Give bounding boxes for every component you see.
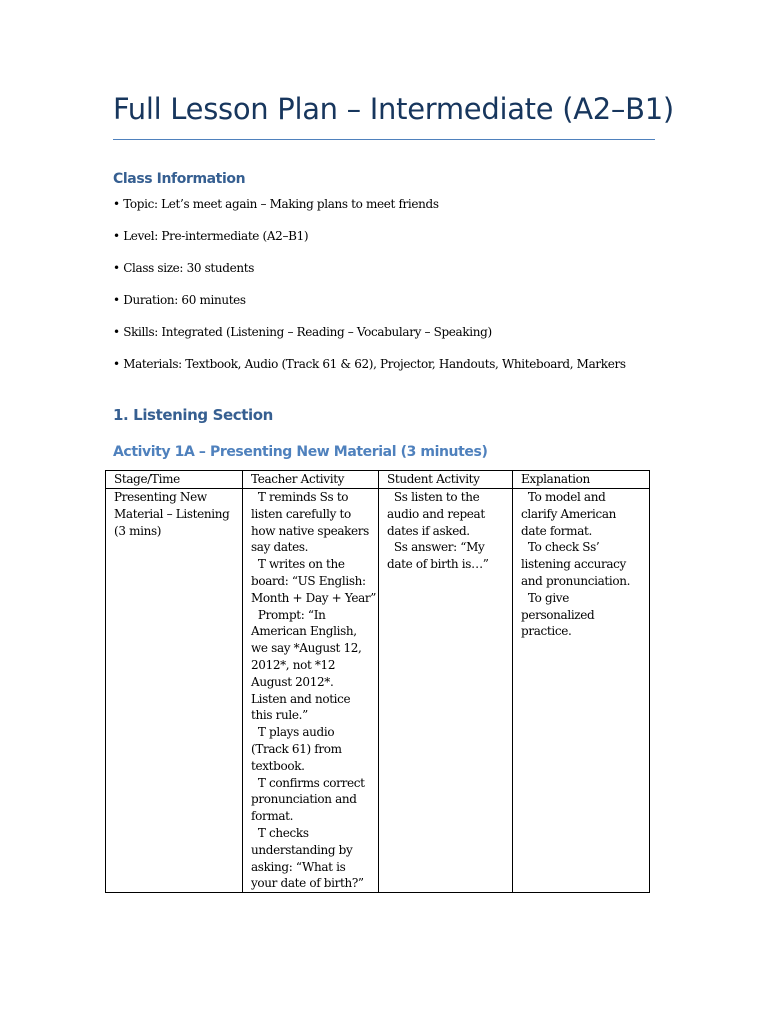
table-row — [106, 489, 650, 893]
cell-text-line: Month + Day + Year” — [251, 590, 377, 605]
cell-text-line: T plays audio — [251, 725, 335, 740]
cell-text-line: clarify American — [521, 506, 617, 521]
cell-text-line: Presenting New — [114, 490, 207, 504]
cell-text-line: pronunciation and — [251, 792, 357, 807]
cell-text-line: (Track 61) from — [251, 741, 342, 756]
cell-teacher-activity — [243, 489, 379, 893]
cell-text-line: American English, — [251, 624, 357, 639]
info-duration: • Duration: 60 minutes — [113, 293, 246, 307]
cell-text-line: listen carefully to — [251, 506, 351, 521]
cell-text-line: practice. — [521, 624, 572, 639]
cell-text-line: and pronunciation. — [521, 573, 631, 588]
cell-text-line: format. — [251, 809, 294, 824]
header-teacher-activity: Teacher Activity — [243, 471, 379, 489]
header-student-activity: Student Activity — [379, 471, 513, 489]
cell-text-line: Ss listen to the — [387, 490, 480, 504]
cell-text-line: textbook. — [251, 758, 305, 773]
cell-stage-time — [106, 489, 243, 893]
cell-text-line: we say *August 12, — [251, 641, 362, 656]
class-information-heading: Class Information — [113, 171, 246, 187]
cell-text-line: August 2012*. — [251, 674, 334, 689]
cell-text-line: say dates. — [251, 540, 309, 555]
lesson-plan-table — [105, 470, 650, 893]
cell-text-line: dates if asked. — [387, 523, 470, 538]
header-stage-time: Stage/Time — [106, 471, 243, 489]
cell-student-activity — [379, 489, 513, 893]
table-header-row — [106, 471, 650, 489]
cell-text-line: T reminds Ss to — [251, 490, 349, 504]
cell-text-line: Listen and notice — [251, 691, 351, 706]
activity-1a-heading: Activity 1A – Presenting New Material (3 minutes) — [113, 444, 488, 460]
cell-text-line: To give — [521, 590, 569, 605]
cell-text-line: To check Ss’ — [521, 540, 600, 555]
cell-text-line: board: “US English: — [251, 573, 366, 588]
info-class-size: • Class size: 30 students — [113, 261, 255, 275]
cell-text-line: T writes on the — [251, 557, 345, 572]
info-materials: • Materials: Textbook, Audio (Track 61 & 62), Projector, Handouts, Whiteboard, Markers — [113, 357, 626, 371]
cell-text-line: audio and repeat — [387, 506, 485, 521]
cell-text-line: understanding by — [251, 842, 353, 857]
info-topic: • Topic: Let’s meet again – Making plans to meet friends — [113, 197, 439, 211]
cell-text-line: Ss answer: “My — [387, 540, 485, 555]
title-underline — [113, 139, 655, 140]
cell-text-line: how native speakers — [251, 523, 369, 538]
cell-text-line: this rule.” — [251, 708, 308, 723]
cell-text-line: Material – Listening — [114, 506, 230, 521]
cell-text-line: To model and — [521, 490, 606, 504]
cell-text-line: date format. — [521, 523, 592, 538]
document-title: Full Lesson Plan – Intermediate (A2–B1) — [113, 92, 674, 126]
info-level: • Level: Pre-intermediate (A2–B1) — [113, 229, 309, 243]
cell-text-line: date of birth is…” — [387, 557, 489, 572]
cell-text-line: Prompt: “In — [251, 607, 326, 622]
cell-text-line: your date of birth?” — [251, 876, 364, 891]
cell-text-line: 2012*, not *12 — [251, 657, 336, 672]
listening-section-heading: 1. Listening Section — [113, 406, 273, 424]
cell-text-line: (3 mins) — [114, 523, 162, 538]
cell-text-line: listening accuracy — [521, 557, 626, 572]
cell-text-line: asking: “What is — [251, 859, 346, 874]
cell-text-line: personalized — [521, 607, 595, 622]
cell-text-line: T confirms correct — [251, 775, 365, 790]
cell-text-line: T checks — [251, 825, 309, 840]
cell-explanation — [513, 489, 650, 893]
info-skills: • Skills: Integrated (Listening – Reading – Vocabulary – Speaking) — [113, 325, 492, 339]
header-explanation: Explanation — [513, 471, 650, 489]
